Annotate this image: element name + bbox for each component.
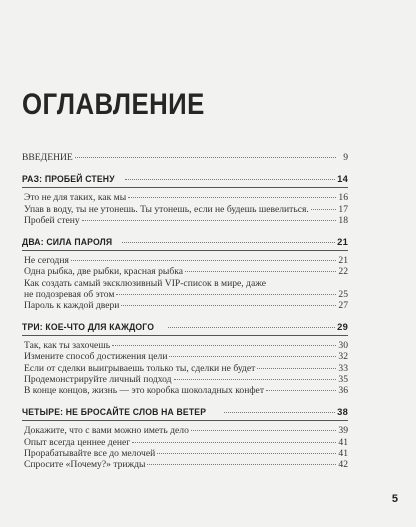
- toc-entry-page: 39: [338, 425, 348, 437]
- toc-entry-page: 16: [338, 192, 348, 204]
- toc-entry-page: 42: [338, 458, 348, 470]
- dot-leader: [169, 356, 336, 357]
- dot-leader: [75, 157, 336, 158]
- dot-leader: [122, 242, 335, 243]
- section-rule: [22, 187, 348, 188]
- dot-leader: [174, 379, 336, 380]
- section-heading-page: 21: [337, 235, 348, 247]
- toc-entry-label: Докажите, что с вами можно иметь дело: [24, 425, 189, 437]
- toc-section-heading: [22, 406, 348, 417]
- toc-entry-label: Пароль к каждой двери: [24, 299, 120, 311]
- toc-entry-label: В конце концов, жизнь — это коробка шоколадных конфет: [24, 385, 265, 396]
- toc-entry-label: Пробей стену: [24, 214, 80, 226]
- toc-entry-intro: [22, 152, 348, 163]
- section-rule: [22, 335, 348, 336]
- section-rule: [22, 250, 348, 251]
- dot-leader: [125, 179, 335, 180]
- table-of-contents: [22, 152, 348, 470]
- toc-section: [22, 396, 348, 470]
- toc-entry: [22, 425, 348, 436]
- toc-entry-label: Спросите «Почему?» трижды: [24, 458, 146, 470]
- toc-entry: [22, 255, 348, 266]
- toc-section: [22, 226, 348, 311]
- toc-entry-label: Как создать самый эксклюзивный VIP-список в мире, даже: [24, 277, 266, 289]
- dot-leader: [257, 368, 336, 369]
- dot-leader: [157, 453, 336, 454]
- toc-entry-label: Измените способ достижения цели: [24, 351, 168, 363]
- toc-entry: [22, 351, 348, 362]
- toc-entry: [22, 192, 348, 203]
- toc-entry: [22, 204, 348, 215]
- toc-entry-page: 35: [338, 373, 348, 385]
- toc-section: [22, 163, 348, 226]
- toc-entry: [22, 266, 348, 277]
- dot-leader: [185, 271, 336, 272]
- toc-entry: [22, 340, 348, 351]
- dot-leader: [168, 327, 336, 328]
- toc-entry: [22, 300, 348, 311]
- section-heading-page: 14: [337, 173, 348, 185]
- dot-leader: [116, 294, 336, 295]
- toc-section-heading: [22, 173, 348, 184]
- dot-leader: [311, 209, 336, 210]
- toc-entry-page: 22: [338, 266, 348, 278]
- toc-section: [22, 311, 348, 396]
- toc-entry-label: Продемонстрируйте личный подход: [24, 373, 172, 385]
- toc-entry-page: 18: [338, 214, 348, 226]
- toc-entry-label: Одна рыбка, две рыбки, красная рыбка: [24, 266, 183, 278]
- toc-entry: [22, 215, 348, 226]
- dot-leader: [132, 442, 336, 443]
- toc-entry-page: 32: [338, 351, 348, 363]
- dot-leader: [224, 412, 335, 413]
- toc-entry-label: ВВЕДЕНИЕ: [22, 152, 73, 163]
- section-rule: [22, 420, 348, 421]
- dot-leader: [121, 305, 336, 306]
- toc-entry-page: 33: [338, 362, 348, 374]
- toc-entry-page: 9: [343, 152, 348, 163]
- toc-entry-label: Прорабатывайте все до мелочей: [24, 447, 156, 459]
- toc-entry: [22, 385, 348, 396]
- page-number: 5: [391, 493, 398, 505]
- toc-entry: [22, 448, 348, 459]
- toc-entry-page: 21: [338, 255, 348, 267]
- dot-leader: [128, 197, 336, 198]
- dot-leader: [112, 345, 336, 346]
- dot-leader: [82, 220, 336, 221]
- toc-entry: [22, 437, 348, 448]
- toc-section-heading: [22, 321, 348, 332]
- dot-leader: [147, 464, 336, 465]
- toc-entry-label: Так, как ты захочешь: [24, 340, 111, 352]
- toc-entry-label: Если от сделки выигрываешь только ты, сделки не будет: [24, 362, 256, 374]
- toc-entry-page: 27: [338, 299, 348, 311]
- section-heading-label: РАЗ: ПРОБЕЙ СТЕНУ: [22, 173, 115, 185]
- section-heading-label: ТРИ: КОЕ-ЧТО ДЛЯ КАЖДОГО: [22, 321, 155, 333]
- toc-entry-page: 17: [338, 203, 348, 215]
- toc-entry-label: Не сегодня: [24, 255, 69, 267]
- section-heading-label: ДВА: СИЛА ПАРОЛЯ: [22, 235, 113, 247]
- toc-entry: [22, 289, 348, 300]
- toc-entry-page: 25: [338, 288, 348, 300]
- toc-entry-label: Упав в воду, ты не утонешь. Ты утонешь, если не будешь шевелиться.: [24, 203, 309, 215]
- toc-entry-page: 30: [338, 340, 348, 352]
- section-heading-page: 29: [337, 321, 348, 333]
- toc-entry-label: Это не для таких, как мы: [24, 192, 127, 204]
- toc-entry: [22, 459, 348, 470]
- section-heading-page: 38: [337, 406, 348, 418]
- toc-entry-page: 41: [338, 447, 348, 459]
- page-title: ОГЛАВЛЕНИЕ: [22, 88, 205, 121]
- toc-entry-line: [22, 278, 348, 289]
- section-heading-label: ЧЕТЫРЕ: НЕ БРОСАЙТЕ СЛОВ НА ВЕТЕР: [22, 406, 207, 418]
- toc-entry: [22, 363, 348, 374]
- toc-entry-label-cont: не подозревая об этом: [24, 288, 115, 300]
- dot-leader: [266, 390, 336, 391]
- toc-entry: [22, 374, 348, 385]
- toc-entry-page: 41: [338, 436, 348, 448]
- toc-entry-label: Опыт всегда ценнее денег: [24, 436, 131, 448]
- dot-leader: [71, 260, 336, 261]
- dot-leader: [191, 430, 336, 431]
- toc-entry-page: 36: [338, 385, 348, 396]
- toc-section-heading: [22, 236, 348, 247]
